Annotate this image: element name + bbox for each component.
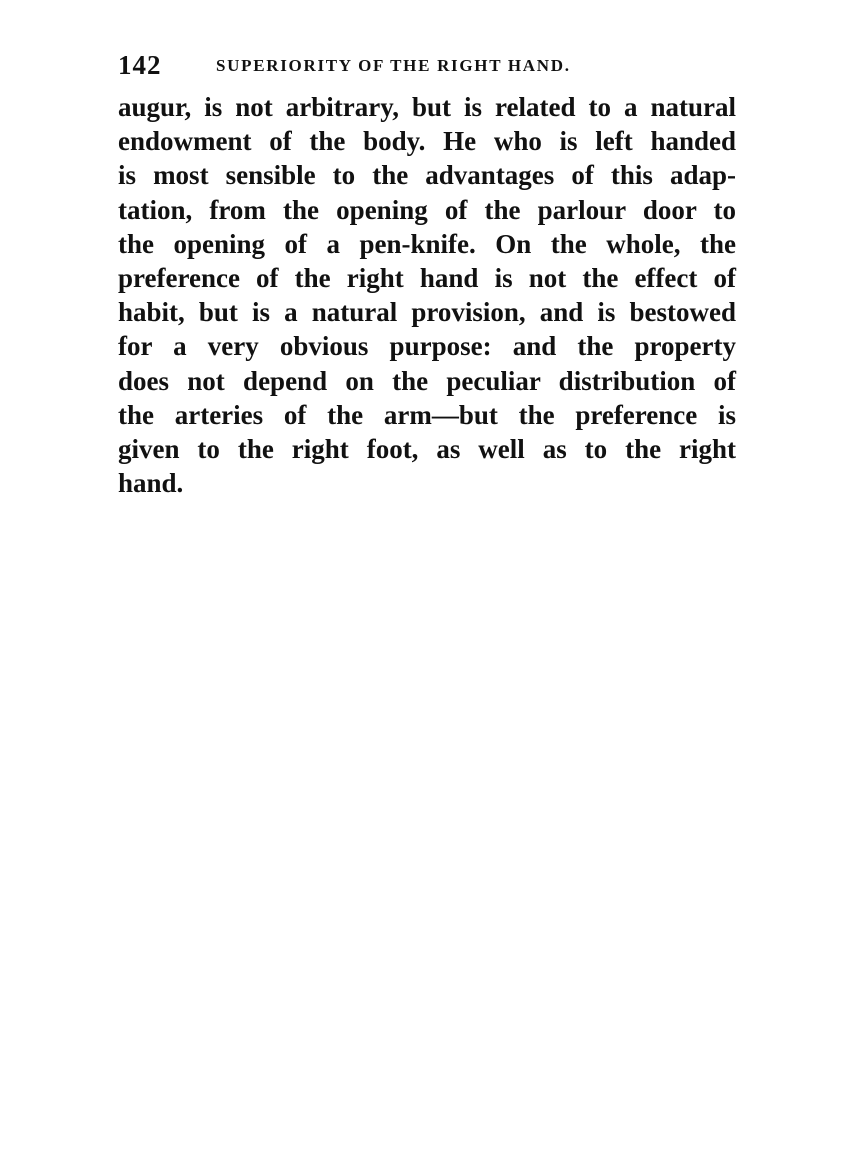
text-line: the opening of a pen-knife. On the whole, the (118, 228, 736, 259)
body-text (118, 90, 736, 500)
running-title: SUPERIORITY OF THE RIGHT HAND. (216, 56, 571, 75)
text-line: does not depend on the peculiar distribution of (118, 365, 736, 396)
text-line: the arteries of the arm—but the preference is (118, 399, 736, 430)
text-line: habit, but is a natural provision, and is bestowed (118, 297, 736, 328)
text-line: tation, from the opening of the parlour door to (118, 194, 736, 225)
text-line: is most sensible to the advantages of this adap- (118, 160, 736, 191)
text-line: endowment of the body. He who is left handed (118, 126, 736, 157)
text-line: given to the right foot, as well as to the right (118, 433, 736, 464)
text-line: preference of the right hand is not the effect of (118, 262, 736, 293)
text-line: for a very obvious purpose: and the property (118, 331, 736, 362)
text-line: hand. (118, 468, 184, 499)
page-number: 142 (118, 50, 162, 80)
text-line: augur, is not arbitrary, but is related to a natural (118, 92, 736, 122)
running-head (118, 48, 738, 82)
